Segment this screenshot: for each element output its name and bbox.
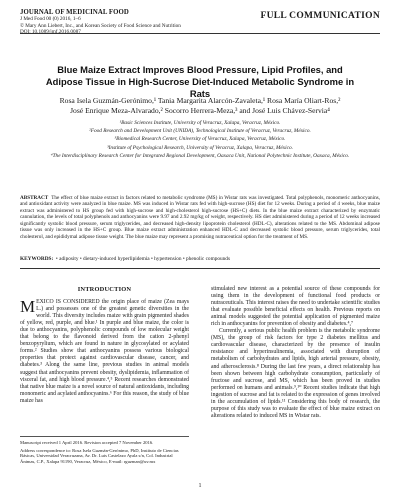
keywords-label: KEYWORDS:	[20, 256, 54, 262]
received-note: Manuscript received 1 April 2016. Revision accepted 7 November 2016.	[20, 440, 154, 445]
correspondence-note: Address correspondence to: Rosa Isela Guzmán-Gerónimo, PhD, Instituto de Ciencias Básicas, Universidad Veracruzana, Av. Dr. Luis Castelazo Ayala s/n, Col. Industrial Ánimas, C.P., Xalapa 91190, Veracruz, México, E-mail: rguzman@uv.mx	[20, 447, 179, 464]
page-number: 1	[198, 483, 202, 489]
copyright-line: © Mary Ann Liebert, Inc., and Korean Society of Food Science and Nutrition	[20, 22, 181, 29]
author-line: Rosa Isela Guzmán-Gerónimo,¹ Tania Margarita Alarcón-Zavaleta,¹ Rosa María Oliart-Ros,²	[59, 96, 341, 105]
abstract-divider	[20, 268, 380, 269]
keywords-text: • adiposity • dietary-induced hyperlipidemia • hypertension • phenolic compounds	[55, 256, 231, 262]
author-list	[30, 96, 370, 117]
abstract-text: The effect of blue maize extract in factors related to metabolic syndrome (MS) in Wistar rats was investigated. Total polyphenols, monomeric anthocyanins, and antioxidant activity were analyzed in blue maize. MS was induced in Wistar rats fed with high-sucrose (HS) diet for 12 weeks. During a period of 4 weeks, blue maize extract was administered to HS group fed with high-sucrose and high-cholesterol high-sucrose (HS+C) diets. In the blue maize extract characterized by enzymatic cannulation, the levels of total polyphenols and anthocyanins were 9.97 and 2.92 mg/kg of weight, respectively. HS diet administered during a period of 12 weeks increased significantly systolic blood pressure, serum triglycerides, and decreased high-density lipoprotein cholesterol (HDL-C), alterations related to the MS. Abdominal adipose tissue was only increased in the HS+C group. Blue maize extract administration enhanced HDL-C and decreased systolic blood pressure, serum triglycerides, total cholesterol, and epididymal adipose tissue weight. The blue maize may represent a promising nutraceutical option for the treatment of MS.	[20, 195, 380, 240]
body-paragraph: Currently, a serious public health problem is the metabolic syndrome (MS), the group of risk factors for type 2 diabetes mellitus and cardiovascular disease, characterized by the presence of insulin resistance and hyperinsulinemia, associated with disruption of metabolism of carbohydrates and lipids, high arterial pressure, obesity, and atherosclerosis.⁸ During the last few years, a direct relationship has been shown between high carbohydrate consumption, particularly of fructose and sucrose, and MS, which has been proved in studies performed on humans and animals.⁹,¹⁰ Recent studies indicate that high ingestion of sucrose and fat is related to the expression of genes involved in the accumulation of lipids.¹¹ Considering this body of research, the purpose of this study was to evaluate the effect of blue maize extract on alterations related to induced MS in Wistar rats.	[211, 328, 380, 419]
affiliation-list	[30, 119, 370, 160]
journal-title: JOURNAL OF MEDICINAL FOOD	[20, 9, 129, 16]
drop-cap: M	[20, 297, 36, 317]
body-column-right	[211, 286, 380, 420]
section-label: FULL COMMUNICATION	[260, 11, 380, 21]
journal-header	[20, 9, 250, 35]
affiliation: ³Biomedical Research Center, University of Veracruz, Xalapa, Veracruz, México.	[114, 136, 286, 143]
affiliation: ¹Basic Sciences Institute, University of Veracruz, Xalapa, Veracruz, México.	[119, 120, 281, 126]
body-paragraph	[20, 299, 189, 405]
abstract	[20, 195, 380, 240]
header-divider	[20, 33, 380, 34]
section-heading: INTRODUCTION	[77, 286, 132, 293]
footnotes	[20, 436, 189, 466]
affiliation: ⁴The Interdisciplinary Research Center for Integrated Regional Development, Oaxaca Unit, National Polytechnic Institute, Oaxaca, México.	[50, 152, 350, 159]
body-paragraph: stimulated new interest as a potential source of these compounds for using them in the development of functional food products or nutraceuticals. This interest raises the need to undertake scientific studies that evaluate possible beneficial effects on health. Previous reports on animal models suggested the potential application of pigmented maize rich in anthocyanins for prevention of obesity and diabetes.⁴,⁷	[211, 286, 380, 328]
keywords	[20, 256, 380, 263]
abstract-label: ABSTRACT	[20, 195, 49, 201]
affiliation: ²Food Research and Development Unit (UNIDA), Technological Institute of Veracruz, Veracruz, México.	[89, 128, 311, 135]
author-line: José Enrique Meza-Alvarado,² Socorro Herrera-Meza,³ and José Luis Chávez-Servia⁴	[70, 106, 330, 116]
affiliation: ³Institute of Psychological Research, University of Veracruz, Xalapa, Veracruz, México.	[107, 144, 293, 151]
journal-citation: J Med Food 00 (0) 2016, 1–6	[20, 16, 81, 23]
body-column-left	[20, 286, 189, 405]
doi-line: DOI: 10.1089/jmf.2016.0087	[20, 28, 81, 35]
paragraph-text: EXICO IS CONSIDERED the origin place of maize (Zea mays L.) and possesses one of the greatest genetic diversities in the world. This diversity includes maize with grain pigmented shades of yellow, red, purple, and blue.¹ In purple and blue maize, the color is due to anthocyanins, polyphenolic compounds of low molecular weight that belong to the flavonoid derived from the cation 2-phenyl benzopyrylium, which are found in nature in glycosylated or acylated forms.² Studies show that anthocyanins possess various biological properties that protect against cardiovascular disease, cancer, and diabetes.³ Along the same line, previous studies in animal models suggest that anthocyanins prevent obesity, dyslipidemia, inflammation of visceral fat, and high blood pressure.⁴,⁵ Recent researches demonstrated that native blue maize is a novel source of natural antioxidants, including monomeric and acylated anthocyanins.⁶ For this reason, the study of blue maize has	[20, 299, 189, 404]
article-title: Blue Maize Extract Improves Blood Pressure, Lipid Profiles, and Adipose Tissue in High-Sucrose Diet-Induced Metabolic Syndrome in Rats	[45, 64, 355, 99]
